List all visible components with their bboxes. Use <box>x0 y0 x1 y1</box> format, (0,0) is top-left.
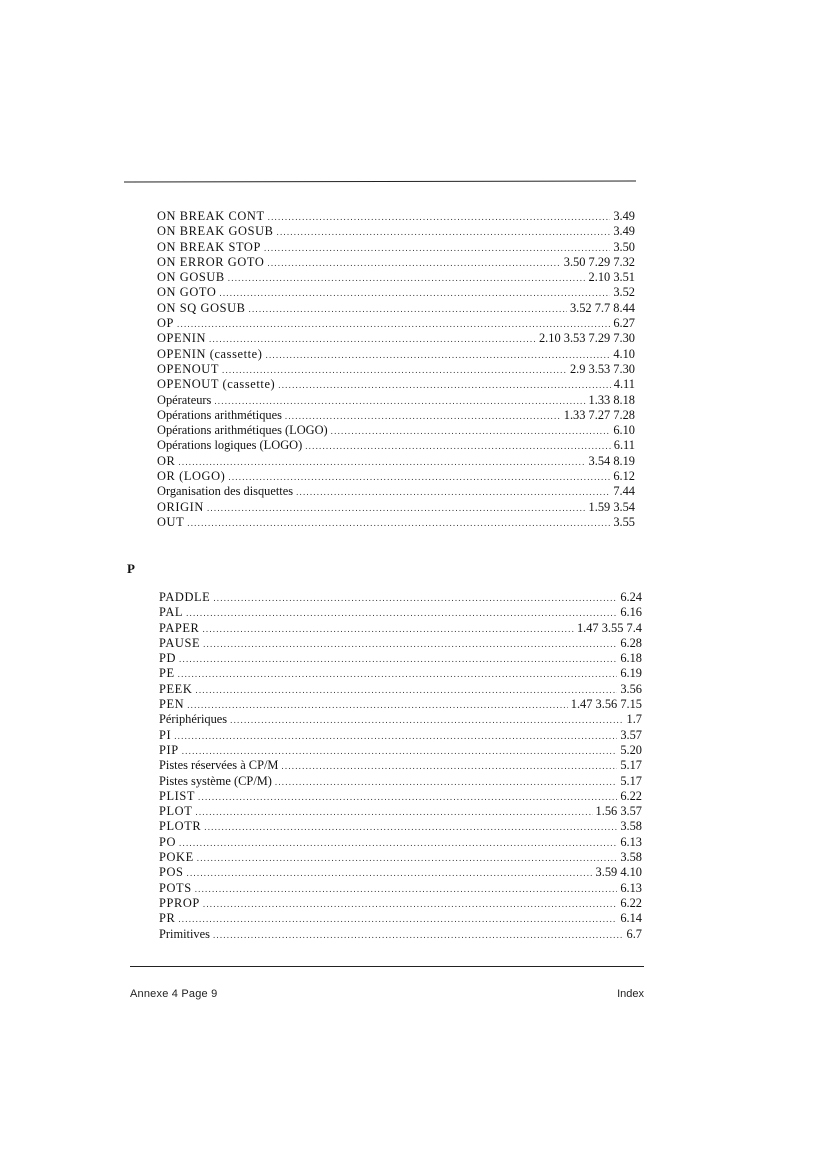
index-term: POS <box>159 865 184 880</box>
index-entry <box>159 697 642 712</box>
index-term: PLIST <box>159 788 196 803</box>
index-entry <box>157 408 635 423</box>
index-page-refs: 3.52 7.7 8.44 <box>569 300 635 315</box>
index-term: ON GOTO <box>157 285 217 300</box>
bottom-rule <box>130 966 644 967</box>
index-page-refs: 3.55 <box>613 514 635 529</box>
index-term: PAPER <box>159 620 200 635</box>
index-page-refs: 6.10 <box>613 423 635 438</box>
index-page-refs: 6.14 <box>620 911 642 926</box>
index-page-refs: 6.12 <box>613 469 635 484</box>
index-page-refs: 3.50 <box>613 239 635 254</box>
index-entry <box>159 896 642 911</box>
index-page-refs: 6.28 <box>620 635 642 650</box>
index-page-refs: 2.10 3.53 7.29 7.30 <box>538 331 635 346</box>
dot-leader <box>178 455 585 470</box>
index-section-p <box>159 590 642 942</box>
index-term: Opérateurs <box>157 392 212 407</box>
index-page-refs: 3.56 <box>620 681 642 696</box>
index-term: PR <box>159 911 176 926</box>
index-term: POKE <box>159 850 194 865</box>
index-page-refs: 7.44 <box>613 484 635 499</box>
dot-leader <box>213 928 624 943</box>
index-entry <box>159 789 642 804</box>
index-term: Opérations logiques (LOGO) <box>157 438 303 453</box>
index-term: PLOTR <box>159 819 202 834</box>
footer-page-number: Annexe 4 Page 9 <box>130 988 218 1000</box>
index-page-refs: 2.9 3.53 7.30 <box>569 361 635 376</box>
index-page-refs: 1.33 8.18 <box>588 392 635 407</box>
index-entry <box>159 850 642 865</box>
dot-leader <box>182 744 618 759</box>
index-term: OR <box>157 453 176 468</box>
dot-leader <box>305 439 611 454</box>
index-entry <box>159 881 642 896</box>
index-entry <box>157 515 635 530</box>
index-entry <box>159 666 642 681</box>
index-page-refs: 3.58 <box>620 819 642 834</box>
dot-leader <box>230 713 623 728</box>
dot-leader <box>204 820 617 835</box>
index-term: ON ERROR GOTO <box>157 254 265 269</box>
index-term: PPROP <box>159 895 200 910</box>
index-page-refs: 3.50 7.29 7.32 <box>563 254 635 269</box>
dot-leader <box>179 836 617 851</box>
index-entry <box>157 423 635 438</box>
index-term: ON BREAK GOSUB <box>157 224 274 239</box>
dot-leader <box>214 394 585 409</box>
index-term: OPENIN <box>157 331 207 346</box>
index-term: PAL <box>159 605 184 620</box>
dot-leader <box>202 622 574 637</box>
index-term: Organisation des disquettes <box>157 484 294 499</box>
index-entry <box>159 911 642 926</box>
index-page-refs: 6.22 <box>620 895 642 910</box>
index-entry <box>157 484 635 499</box>
index-term: Opérations arithmétiques <box>157 407 282 422</box>
index-entry <box>157 255 635 270</box>
dot-leader <box>281 759 617 774</box>
dot-leader <box>228 470 610 485</box>
index-term: OP <box>157 316 175 331</box>
index-page-refs: 1.56 3.57 <box>595 804 642 819</box>
index-entry <box>157 438 635 453</box>
index-entry <box>159 590 642 605</box>
index-page-refs: 3.49 <box>613 209 635 223</box>
dot-leader <box>197 851 618 866</box>
footer-section-title: Index <box>617 988 644 1000</box>
index-entry <box>157 500 635 515</box>
dot-leader <box>203 637 617 652</box>
dot-leader <box>285 409 561 424</box>
dot-leader <box>195 882 618 897</box>
index-entry <box>157 270 635 285</box>
index-term: PO <box>159 834 177 849</box>
index-term: PADDLE <box>159 590 211 604</box>
index-page-refs: 1.7 <box>626 712 642 727</box>
index-entry <box>159 774 642 789</box>
index-term: PE <box>159 666 175 681</box>
index-term: ON BREAK STOP <box>157 239 261 254</box>
index-page-refs: 6.13 <box>620 880 642 895</box>
dot-leader <box>174 729 617 744</box>
index-term: OUT <box>157 514 185 529</box>
index-term: PEEK <box>159 681 193 696</box>
index-page-refs: 3.54 8.19 <box>588 453 635 468</box>
index-entry <box>157 377 635 392</box>
index-page-refs: 6.18 <box>620 651 642 666</box>
index-page-refs: 5.17 <box>620 758 642 773</box>
index-term: OPENIN (cassette) <box>157 346 263 361</box>
index-page-refs: 6.24 <box>620 590 642 604</box>
index-term: PAUSE <box>159 635 201 650</box>
index-entry <box>157 316 635 331</box>
dot-leader <box>222 363 567 378</box>
dot-leader <box>203 897 617 912</box>
index-page-refs: 3.52 <box>613 285 635 300</box>
index-term: ON GOSUB <box>157 270 225 285</box>
index-page-refs: 6.13 <box>620 834 642 849</box>
index-entry <box>159 758 642 773</box>
dot-leader <box>209 332 536 347</box>
index-term: PEN <box>159 697 185 712</box>
index-term: ON SQ GOSUB <box>157 300 246 315</box>
index-term: POTS <box>159 880 192 895</box>
index-term: Opérations arithmétiques (LOGO) <box>157 423 328 438</box>
index-page-refs: 4.10 <box>613 346 635 361</box>
index-page-refs: 3.59 4.10 <box>595 865 642 880</box>
index-page-refs: 6.7 <box>626 926 642 941</box>
top-rule <box>124 180 636 182</box>
index-term: Périphériques <box>159 712 228 727</box>
dot-leader <box>277 225 611 240</box>
index-page-refs: 6.11 <box>613 438 635 453</box>
dot-leader <box>195 805 592 820</box>
dot-leader <box>177 317 610 332</box>
index-section-on <box>157 209 635 530</box>
index-entry <box>157 331 635 346</box>
index-term: PI <box>159 727 172 742</box>
index-entry <box>157 301 635 316</box>
index-entry <box>157 454 635 469</box>
dot-leader <box>219 286 610 301</box>
dot-leader <box>195 683 617 698</box>
dot-leader <box>187 698 568 713</box>
index-page-refs: 1.33 7.27 7.28 <box>563 407 635 422</box>
index-entry <box>157 362 635 377</box>
index-entry <box>159 819 642 834</box>
index-term: OR (LOGO) <box>157 469 226 484</box>
dot-leader <box>228 271 586 286</box>
index-entry <box>159 712 642 727</box>
dot-leader <box>266 348 611 363</box>
index-entry <box>159 651 642 666</box>
index-entry <box>159 804 642 819</box>
index-entry <box>157 209 635 224</box>
index-page-refs: 5.20 <box>620 742 642 757</box>
dot-leader <box>198 790 617 805</box>
dot-leader <box>278 378 610 393</box>
dot-leader <box>331 424 611 439</box>
index-term: PLOT <box>159 804 193 819</box>
index-page-refs: 3.58 <box>620 850 642 865</box>
index-entry <box>159 865 642 880</box>
index-page-refs: 1.59 3.54 <box>588 499 635 514</box>
index-entry <box>159 636 642 651</box>
index-page-refs: 3.49 <box>613 224 635 239</box>
dot-leader <box>275 775 617 790</box>
index-term: Primitives <box>159 926 210 941</box>
index-page-refs: 1.47 3.55 7.4 <box>576 620 642 635</box>
dot-leader <box>207 501 586 516</box>
index-entry <box>157 224 635 239</box>
dot-leader <box>178 667 618 682</box>
index-entry <box>159 835 642 850</box>
index-page-refs: 4.11 <box>613 377 635 392</box>
index-term: Pistes réservées à CP/M <box>159 758 279 773</box>
index-term: Pistes système (CP/M) <box>159 773 272 788</box>
dot-leader <box>178 912 617 927</box>
index-page-refs: 2.10 3.51 <box>588 270 635 285</box>
index-term: PD <box>159 651 177 666</box>
dot-leader <box>267 256 560 271</box>
dot-leader <box>186 606 617 621</box>
index-entry <box>159 682 642 697</box>
index-term: ORIGIN <box>157 499 204 514</box>
dot-leader <box>268 210 611 225</box>
index-page-refs: 1.47 3.56 7.15 <box>570 697 642 712</box>
index-page-refs: 6.19 <box>620 666 642 681</box>
dot-leader <box>187 866 593 881</box>
index-entry <box>157 393 635 408</box>
dot-leader <box>264 241 610 256</box>
index-entry <box>159 605 642 620</box>
index-entry <box>157 240 635 255</box>
index-page-refs: 6.16 <box>620 605 642 620</box>
index-page-refs: 3.57 <box>620 727 642 742</box>
index-term: ON BREAK CONT <box>157 209 265 223</box>
index-term: OPENOUT (cassette) <box>157 377 276 392</box>
dot-leader <box>179 652 617 667</box>
index-page-refs: 6.22 <box>620 788 642 803</box>
index-entry <box>157 285 635 300</box>
index-entry <box>159 743 642 758</box>
index-entry <box>157 469 635 484</box>
index-entry <box>159 728 642 743</box>
dot-leader <box>213 591 617 606</box>
dot-leader <box>249 302 567 317</box>
dot-leader <box>296 485 610 500</box>
dot-leader <box>187 516 610 531</box>
index-entry <box>159 927 642 942</box>
section-letter-p: P <box>127 561 135 576</box>
index-entry <box>157 347 635 362</box>
index-term: PIP <box>159 742 179 757</box>
index-term: OPENOUT <box>157 361 220 376</box>
index-entry <box>159 621 642 636</box>
index-page-refs: 5.17 <box>620 773 642 788</box>
index-page-refs: 6.27 <box>613 316 635 331</box>
